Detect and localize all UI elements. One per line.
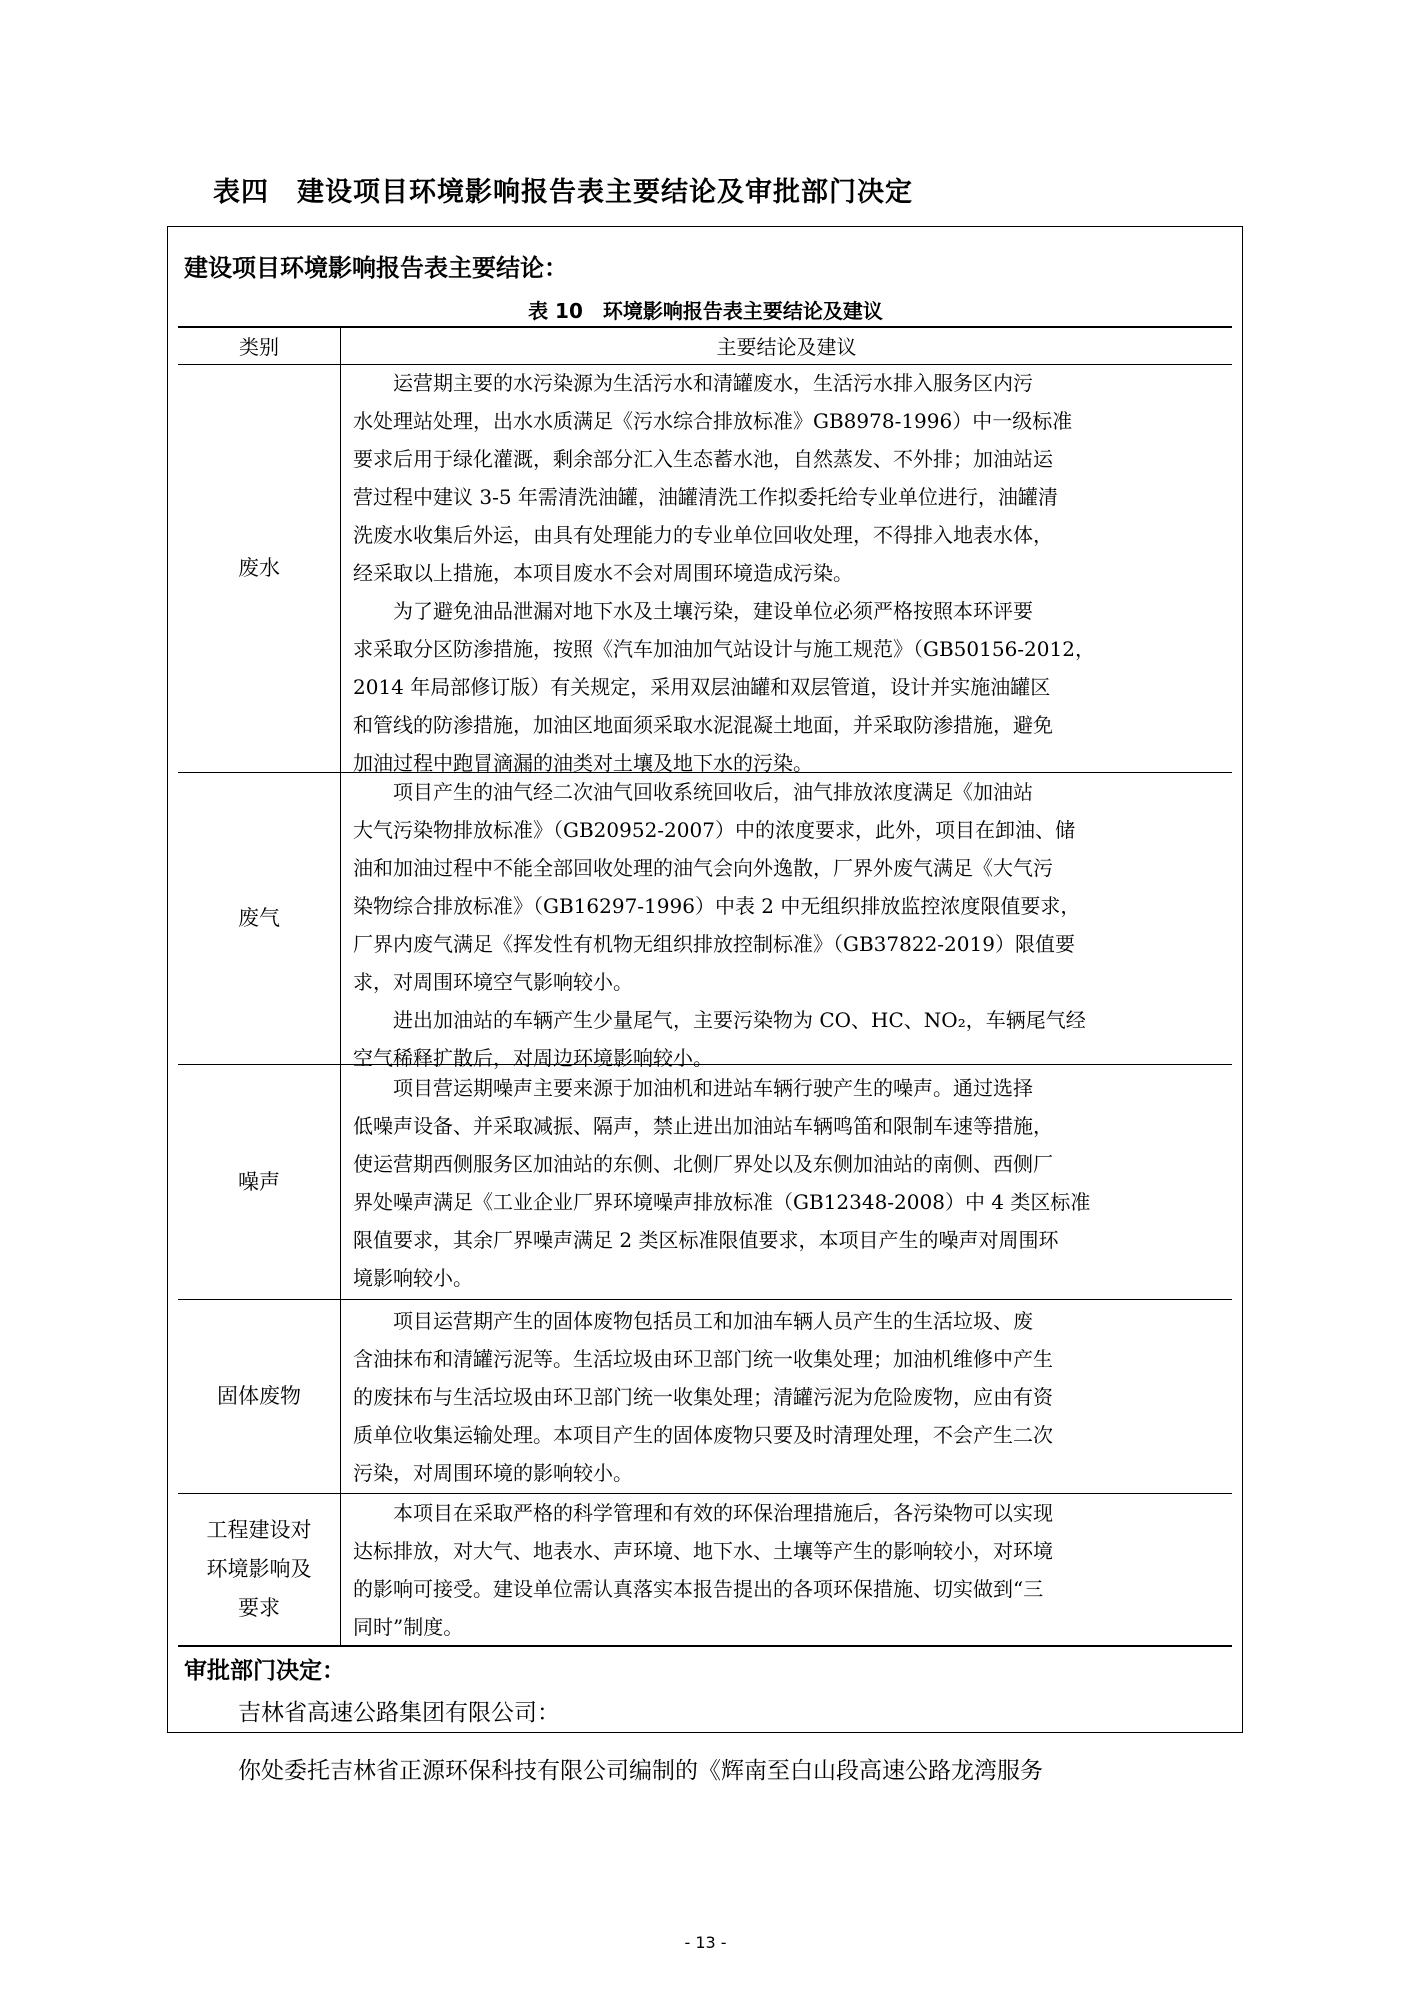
category-solid-waste: 固体废物: [217, 1384, 301, 1408]
content-line: 厂界内废气满足《挥发性有机物无组织排放控制标准》（GB37822-2019）限值要: [353, 932, 1075, 956]
category-line: 要求: [238, 1596, 280, 1620]
table-top-rule: [178, 326, 1232, 328]
category-line: 工程建设对: [206, 1518, 312, 1542]
row-solid-waste-content: [353, 1302, 1219, 1492]
column-divider: [340, 327, 341, 1645]
page-title: 表四 建设项目环境影响报告表主要结论及审批部门决定: [213, 177, 913, 208]
category-exhaust-gas: 废气: [238, 906, 280, 930]
content-line: 本项目在采取严格的科学管理和有效的环保治理措施后，各污染物可以实现: [353, 1501, 1053, 1525]
row-construction-impact-content: [353, 1494, 1219, 1646]
content-line: 为了避免油品泄漏对地下水及土壤污染，建设单位必须严格按照本环评要: [353, 599, 1033, 623]
row-exhaust-gas-content: [353, 773, 1219, 1077]
category-construction-impact: [178, 1494, 340, 1645]
content-line: 经采取以上措施，本项目废水不会对周围环境造成污染。: [353, 561, 853, 585]
content-line: 项目营运期噪声主要来源于加油机和进站车辆行驶产生的噪声。通过选择: [353, 1076, 1033, 1100]
category-noise: 噪声: [238, 1169, 280, 1194]
row-noise-content: [353, 1069, 1219, 1297]
content-line: 求采取分区防渗措施，按照《汽车加油加气站设计与施工规范》（GB50156-2012，: [353, 637, 1095, 661]
content-line: 大气污染物排放标准》（GB20952-2007）中的浓度要求，此外，项目在卸油、储: [353, 818, 1075, 842]
content-line: 的影响可接受。建设单位需认真落实本报告提出的各项环保措施、切实做到“三: [353, 1577, 1044, 1601]
page-number: - 13 -: [684, 1933, 727, 1952]
conclusions-heading: 建设项目环境影响报告表主要结论：: [184, 254, 568, 282]
column-header-conclusions: 主要结论及建议: [716, 335, 857, 359]
content-line: 运营期主要的水污染源为生活污水和清罐废水，生活污水排入服务区内污: [353, 371, 1033, 395]
content-line: 限值要求，其余厂界噪声满足 2 类区标准限值要求，本项目产生的噪声对周围环: [353, 1228, 1059, 1252]
content-line: 项目产生的油气经二次油气回收系统回收后，油气排放浓度满足《加油站: [353, 780, 1033, 804]
content-line: 质单位收集运输处理。本项目产生的固体废物只要及时清理处理，不会产生二次: [353, 1423, 1053, 1447]
content-line: 加油过程中跑冒滴漏的油类对土壤及地下水的污染。: [353, 751, 813, 775]
content-line: 要求后用于绿化灌溉，剩余部分汇入生态蓄水池，自然蒸发、不外排；加油站运: [353, 447, 1053, 471]
content-line: 和管线的防渗措施，加油区地面须采取水泥混凝土地面，并采取防渗措施，避免: [353, 713, 1053, 737]
content-line: 的废抹布与生活垃圾由环卫部门统一收集处理；清罐污泥为危险废物，应由有资: [353, 1385, 1053, 1409]
content-line: 境影响较小。: [353, 1266, 473, 1290]
content-line: 含油抹布和清罐污泥等。生活垃圾由环卫部门统一收集处理；加油机维修中产生: [353, 1347, 1053, 1371]
content-line: 使运营期西侧服务区加油站的东侧、北侧厂界处以及东侧加油站的南侧、西侧厂: [353, 1152, 1053, 1176]
content-line: 营过程中建议 3-5 年需清洗油罐，油罐清洗工作拟委托给专业单位进行，油罐清: [353, 485, 1058, 509]
content-line: 油和加油过程中不能全部回收处理的油气会向外逸散，厂界外废气满足《大气污: [353, 856, 1053, 880]
table-caption: 表 10 环境影响报告表主要结论及建议: [528, 299, 883, 323]
approval-body-line: 你处委托吉林省正源环保科技有限公司编制的《辉南至白山段高速公路龙湾服务: [238, 1758, 1043, 1784]
content-line: 进出加油站的车辆产生少量尾气，主要污染物为 CO、HC、NO₂，车辆尾气经: [353, 1008, 1086, 1032]
content-line: 2014 年局部修订版）有关规定，采用双层油罐和双层管道，设计并实施油罐区: [353, 675, 1051, 699]
content-line: 洗废水收集后外运，由具有处理能力的专业单位回收处理，不得排入地表水体，: [353, 523, 1053, 547]
content-line: 求，对周围环境空气影响较小。: [353, 970, 633, 994]
content-line: 达标排放，对大气、地表水、声环境、地下水、土壤等产生的影响较小，对环境: [353, 1539, 1053, 1563]
category-line: 环境影响及: [206, 1557, 312, 1581]
row-wastewater-content: [353, 364, 1219, 782]
content-line: 同时”制度。: [353, 1615, 464, 1639]
content-line: 低噪声设备、并采取减振、隔声，禁止进出加油站车辆鸣笛和限制车速等措施，: [353, 1114, 1053, 1138]
content-line: 染物综合排放标准》（GB16297-1996）中表 2 中无组织排放监控浓度限值要求，: [353, 894, 1081, 918]
approval-addressee: 吉林省高速公路集团有限公司：: [238, 1700, 560, 1726]
column-header-category: 类别: [239, 335, 279, 359]
content-line: 空气稀释扩散后，对周边环境影响较小。: [353, 1046, 713, 1070]
category-wastewater: 废水: [238, 556, 280, 580]
content-line: 界处噪声满足《工业企业厂界环境噪声排放标准（GB12348-2008）中 4 类区标准: [353, 1190, 1091, 1214]
content-line: 项目运营期产生的固体废物包括员工和加油车辆人员产生的生活垃圾、废: [353, 1309, 1033, 1333]
content-line: 污染，对周围环境的影响较小。: [353, 1461, 633, 1485]
content-line: 水处理站处理，出水水质满足《污水综合排放标准》GB8978-1996）中一级标准: [353, 409, 1073, 433]
approval-heading: 审批部门决定：: [184, 1658, 345, 1684]
